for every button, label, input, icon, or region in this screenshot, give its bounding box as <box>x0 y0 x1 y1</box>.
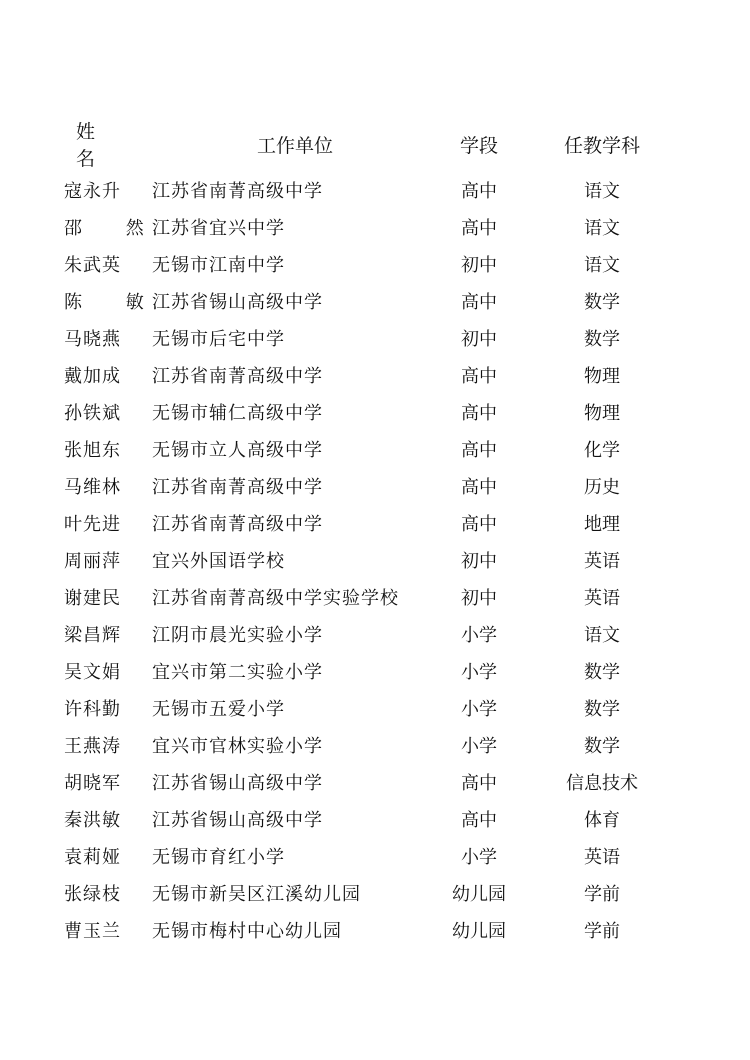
table-row <box>64 467 684 504</box>
name-cell: 梁昌辉 <box>64 624 121 646</box>
subject-cell: 物理 <box>584 402 620 424</box>
subject-cell: 学前 <box>584 920 620 942</box>
unit-cell: 江苏省锡山高级中学 <box>152 772 323 794</box>
subject-cell: 学前 <box>584 883 620 905</box>
table-row <box>64 393 684 430</box>
name-cell: 陈 敏 <box>64 291 144 313</box>
subject-cell: 数学 <box>584 735 620 757</box>
subject-cell: 物理 <box>584 365 620 387</box>
stage-cell: 初中 <box>461 254 497 276</box>
header-row <box>64 117 684 171</box>
subject-cell: 地理 <box>584 513 620 535</box>
unit-cell: 宜兴市官林实验小学 <box>152 735 323 757</box>
subject-cell: 历史 <box>584 476 620 498</box>
unit-cell: 江苏省南菁高级中学 <box>152 180 323 202</box>
roster-body <box>64 171 684 948</box>
name-cell: 许科勤 <box>64 698 121 720</box>
name-cell: 孙铁斌 <box>64 402 121 424</box>
name-cell: 周丽萍 <box>64 550 121 572</box>
stage-cell: 高中 <box>461 402 497 424</box>
subject-cell: 数学 <box>584 661 620 683</box>
unit-cell: 江苏省锡山高级中学 <box>152 291 323 313</box>
table-row <box>64 541 684 578</box>
name-cell: 寇永升 <box>64 180 121 202</box>
stage-cell: 小学 <box>461 735 497 757</box>
unit-cell: 无锡市梅村中心幼儿园 <box>152 920 342 942</box>
table-row <box>64 430 684 467</box>
name-cell: 吴文娟 <box>64 661 121 683</box>
subject-cell: 数学 <box>584 698 620 720</box>
table-row <box>64 356 684 393</box>
stage-cell: 小学 <box>461 661 497 683</box>
name-cell: 王燕涛 <box>64 735 121 757</box>
unit-cell: 无锡市江南中学 <box>152 254 285 276</box>
table-row <box>64 615 684 652</box>
stage-cell: 高中 <box>461 217 497 239</box>
table-row <box>64 578 684 615</box>
stage-cell: 高中 <box>461 291 497 313</box>
table-row <box>64 837 684 874</box>
table-row <box>64 319 684 356</box>
name-cell: 马晓燕 <box>64 328 121 350</box>
stage-cell: 高中 <box>461 476 497 498</box>
stage-cell: 幼儿园 <box>452 883 506 905</box>
subject-cell: 语文 <box>584 624 620 646</box>
table-row <box>64 245 684 282</box>
name-cell: 谢建民 <box>64 587 121 609</box>
stage-cell: 幼儿园 <box>452 920 506 942</box>
unit-cell: 江苏省南菁高级中学 <box>152 476 323 498</box>
unit-cell: 宜兴市第二实验小学 <box>152 661 323 683</box>
subject-cell: 语文 <box>584 217 620 239</box>
name-cell: 叶先进 <box>64 513 121 535</box>
unit-cell: 江苏省锡山高级中学 <box>152 809 323 831</box>
name-cell: 秦洪敏 <box>64 809 121 831</box>
table-row <box>64 689 684 726</box>
header-name: 姓 名 <box>76 121 110 170</box>
subject-cell: 化学 <box>584 439 620 461</box>
name-cell: 张绿枝 <box>64 883 121 905</box>
stage-cell: 高中 <box>461 513 497 535</box>
table-row <box>64 763 684 800</box>
name-cell: 曹玉兰 <box>64 920 121 942</box>
teacher-roster-table <box>64 117 684 948</box>
table-row <box>64 652 684 689</box>
name-cell: 朱武英 <box>64 254 121 276</box>
unit-cell: 江阴市晨光实验小学 <box>152 624 323 646</box>
stage-cell: 高中 <box>461 365 497 387</box>
stage-cell: 小学 <box>461 846 497 868</box>
unit-cell: 江苏省南菁高级中学 <box>152 513 323 535</box>
subject-cell: 语文 <box>584 254 620 276</box>
subject-cell: 数学 <box>584 328 620 350</box>
unit-cell: 无锡市立人高级中学 <box>152 439 323 461</box>
stage-cell: 小学 <box>461 698 497 720</box>
header-subject: 任教学科 <box>563 134 640 157</box>
subject-cell: 英语 <box>584 550 620 572</box>
subject-cell: 语文 <box>584 180 620 202</box>
subject-cell: 体育 <box>584 809 620 831</box>
table-row <box>64 504 684 541</box>
unit-cell: 无锡市育红小学 <box>152 846 285 868</box>
unit-cell: 宜兴外国语学校 <box>152 550 285 572</box>
table-row <box>64 911 684 948</box>
unit-cell: 江苏省宜兴中学 <box>152 217 285 239</box>
name-cell: 邵 然 <box>64 217 144 239</box>
subject-cell: 信息技术 <box>566 772 638 794</box>
unit-cell: 无锡市五爱小学 <box>152 698 285 720</box>
unit-cell: 江苏省南菁高级中学 <box>152 365 323 387</box>
stage-cell: 高中 <box>461 439 497 461</box>
subject-cell: 英语 <box>584 846 620 868</box>
table-row <box>64 171 684 208</box>
stage-cell: 初中 <box>461 328 497 350</box>
unit-cell: 无锡市后宅中学 <box>152 328 285 350</box>
stage-cell: 小学 <box>461 624 497 646</box>
table-row <box>64 800 684 837</box>
table-row <box>64 208 684 245</box>
subject-cell: 数学 <box>584 291 620 313</box>
stage-cell: 高中 <box>461 809 497 831</box>
table-row <box>64 726 684 763</box>
name-cell: 马维林 <box>64 476 121 498</box>
unit-cell: 无锡市新吴区江溪幼儿园 <box>152 883 361 905</box>
unit-cell: 江苏省南菁高级中学实验学校 <box>152 587 399 609</box>
table-row <box>64 282 684 319</box>
name-cell: 胡晓军 <box>64 772 121 794</box>
stage-cell: 初中 <box>461 587 497 609</box>
name-cell: 戴加成 <box>64 365 121 387</box>
unit-cell: 无锡市辅仁高级中学 <box>152 402 323 424</box>
table-row <box>64 874 684 911</box>
name-cell: 张旭东 <box>64 439 121 461</box>
stage-cell: 高中 <box>461 772 497 794</box>
stage-cell: 高中 <box>461 180 497 202</box>
header-unit: 工作单位 <box>256 134 333 157</box>
header-stage: 学段 <box>459 134 498 157</box>
subject-cell: 英语 <box>584 587 620 609</box>
stage-cell: 初中 <box>461 550 497 572</box>
name-cell: 袁莉娅 <box>64 846 121 868</box>
